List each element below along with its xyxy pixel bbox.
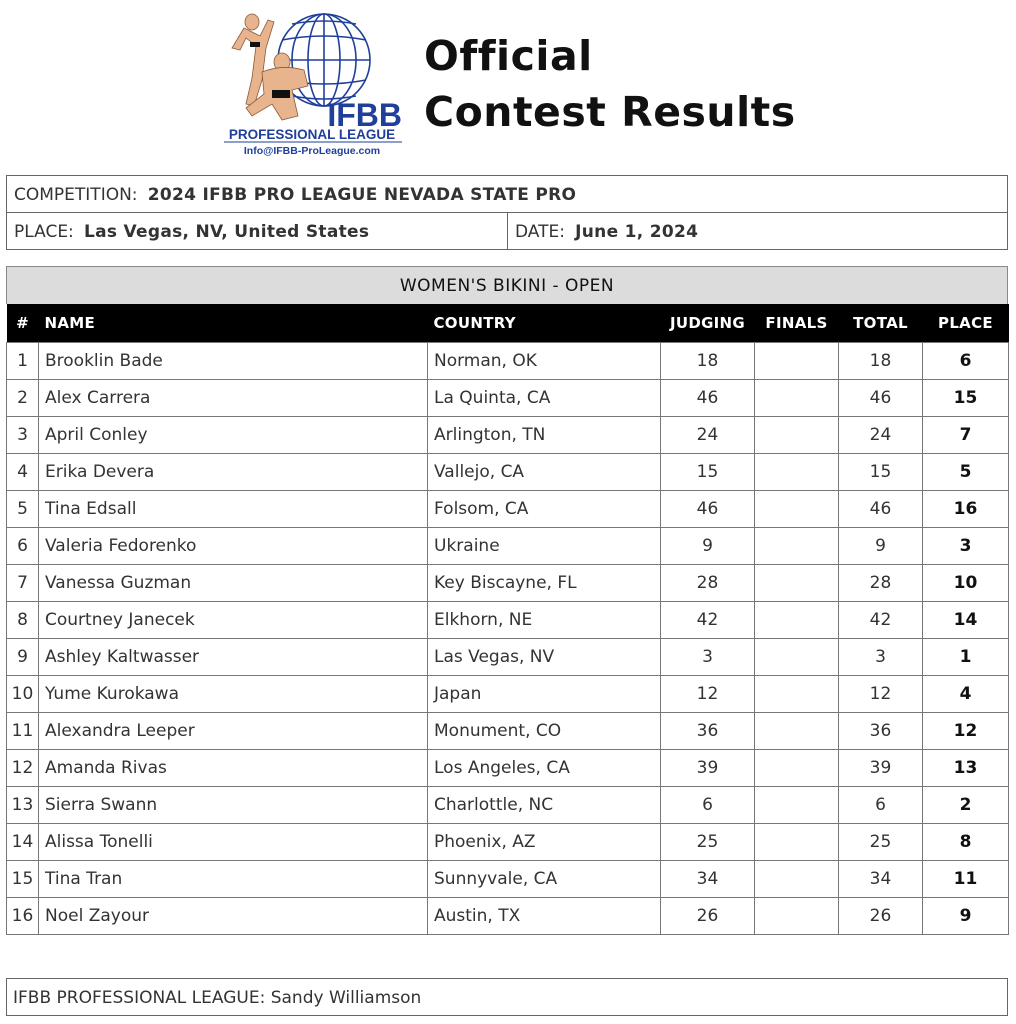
cell-country: Japan [428,676,661,713]
cell-total: 25 [839,824,923,861]
cell-place: 11 [923,861,1009,898]
results-body [7,343,1009,935]
cell-place: 2 [923,787,1009,824]
cell-country: Arlington, TN [428,417,661,454]
cell-finals [755,676,839,713]
col-header-num: # [7,304,39,343]
cell-finals [755,602,839,639]
cell-place: 12 [923,713,1009,750]
cell-place: 14 [923,602,1009,639]
table-row [7,898,1009,935]
cell-judging: 6 [661,787,755,824]
cell-finals [755,343,839,380]
cell-name: Alissa Tonelli [39,824,428,861]
cell-total: 9 [839,528,923,565]
competition-label: COMPETITION: [14,185,138,205]
logo-subtitle-text: PROFESSIONAL LEAGUE [228,127,396,142]
table-row [7,787,1009,824]
cell-total: 46 [839,380,923,417]
cell-total: 12 [839,676,923,713]
cell-name: Courtney Janecek [39,602,428,639]
cell-place: 15 [923,380,1009,417]
table-row [7,417,1009,454]
cell-name: Valeria Fedorenko [39,528,428,565]
cell-total: 42 [839,602,923,639]
cell-country: Ukraine [428,528,661,565]
cell-num: 8 [7,602,39,639]
cell-judging: 24 [661,417,755,454]
place-label: PLACE: [14,222,74,242]
cell-finals [755,417,839,454]
cell-place: 9 [923,898,1009,935]
cell-place: 8 [923,824,1009,861]
col-header-place: PLACE [923,304,1009,343]
cell-place: 1 [923,639,1009,676]
cell-place: 7 [923,417,1009,454]
table-row [7,713,1009,750]
cell-finals [755,528,839,565]
date-value: June 1, 2024 [575,222,699,242]
cell-total: 18 [839,343,923,380]
col-header-name: NAME [39,304,428,343]
cell-num: 4 [7,454,39,491]
cell-country: Vallejo, CA [428,454,661,491]
cell-total: 26 [839,898,923,935]
cell-country: Elkhorn, NE [428,602,661,639]
cell-num: 16 [7,898,39,935]
logo-email-text: Info@IFBB-ProLeague.com [243,145,381,157]
cell-num: 11 [7,713,39,750]
cell-judging: 36 [661,713,755,750]
ifbb-logo-graphic [212,8,412,158]
cell-total: 6 [839,787,923,824]
cell-name: Alex Carrera [39,380,428,417]
cell-num: 7 [7,565,39,602]
cell-country: Austin, TX [428,898,661,935]
cell-country: Monument, CO [428,713,661,750]
cell-name: Tina Tran [39,861,428,898]
results-table [6,304,1009,935]
cell-judging: 18 [661,343,755,380]
cell-total: 15 [839,454,923,491]
cell-country: Las Vegas, NV [428,639,661,676]
table-row [7,491,1009,528]
cell-country: Sunnyvale, CA [428,861,661,898]
cell-judging: 46 [661,380,755,417]
cell-name: Vanessa Guzman [39,565,428,602]
cell-judging: 39 [661,750,755,787]
cell-num: 15 [7,861,39,898]
cell-country: Norman, OK [428,343,661,380]
cell-place: 6 [923,343,1009,380]
cell-finals [755,787,839,824]
cell-place: 4 [923,676,1009,713]
table-row [7,380,1009,417]
title-line-2: Contest Results [424,88,796,136]
cell-num: 6 [7,528,39,565]
cell-name: Alexandra Leeper [39,713,428,750]
cell-finals [755,861,839,898]
cell-name: Ashley Kaltwasser [39,639,428,676]
cell-total: 3 [839,639,923,676]
page-title [424,28,796,140]
cell-num: 5 [7,491,39,528]
cell-country: Charlottle, NC [428,787,661,824]
cell-num: 2 [7,380,39,417]
cell-num: 13 [7,787,39,824]
cell-judging: 42 [661,602,755,639]
cell-finals [755,824,839,861]
cell-num: 12 [7,750,39,787]
contest-info-box [6,175,1008,250]
cell-judging: 26 [661,898,755,935]
competition-value: 2024 IFBB PRO LEAGUE NEVADA STATE PRO [147,185,577,205]
cell-num: 9 [7,639,39,676]
cell-name: Noel Zayour [39,898,428,935]
place-date-row [7,213,1007,250]
cell-place: 5 [923,454,1009,491]
cell-name: Tina Edsall [39,491,428,528]
cell-place: 10 [923,565,1009,602]
cell-judging: 46 [661,491,755,528]
cell-finals [755,491,839,528]
table-row [7,750,1009,787]
cell-name: Erika Devera [39,454,428,491]
cell-total: 34 [839,861,923,898]
cell-judging: 28 [661,565,755,602]
cell-judging: 12 [661,676,755,713]
cell-finals [755,750,839,787]
table-row [7,602,1009,639]
cell-finals [755,713,839,750]
cell-country: Phoenix, AZ [428,824,661,861]
cell-num: 14 [7,824,39,861]
cell-name: April Conley [39,417,428,454]
footer-box [6,978,1008,1016]
place-value: Las Vegas, NV, United States [83,222,370,242]
col-header-country: COUNTRY [428,304,661,343]
cell-place: 3 [923,528,1009,565]
table-row [7,861,1009,898]
cell-finals [755,380,839,417]
competition-row [7,176,1007,213]
cell-finals [755,898,839,935]
cell-country: Key Biscayne, FL [428,565,661,602]
cell-country: Los Angeles, CA [428,750,661,787]
cell-judging: 25 [661,824,755,861]
cell-judging: 3 [661,639,755,676]
logo-brand-text: IFBB [327,97,402,133]
footer-official: IFBB PROFESSIONAL LEAGUE: Sandy Williamson [13,988,422,1008]
table-row [7,528,1009,565]
results-section [6,266,1008,935]
athletes-figure-icon [232,14,308,120]
cell-place: 13 [923,750,1009,787]
cell-name: Brooklin Bade [39,343,428,380]
cell-num: 10 [7,676,39,713]
info-divider [507,213,508,250]
table-row [7,454,1009,491]
col-header-total: TOTAL [839,304,923,343]
date-label: DATE: [515,222,565,242]
cell-finals [755,639,839,676]
cell-name: Sierra Swann [39,787,428,824]
cell-total: 36 [839,713,923,750]
cell-judging: 15 [661,454,755,491]
col-header-judging: JUDGING [661,304,755,343]
cell-total: 28 [839,565,923,602]
cell-country: Folsom, CA [428,491,661,528]
cell-country: La Quinta, CA [428,380,661,417]
cell-total: 24 [839,417,923,454]
table-row [7,639,1009,676]
cell-total: 46 [839,491,923,528]
table-row [7,676,1009,713]
cell-name: Yume Kurokawa [39,676,428,713]
table-row [7,343,1009,380]
cell-finals [755,454,839,491]
cell-num: 3 [7,417,39,454]
title-line-1: Official [424,32,593,80]
cell-num: 1 [7,343,39,380]
cell-name: Amanda Rivas [39,750,428,787]
table-row [7,565,1009,602]
cell-judging: 9 [661,528,755,565]
division-title: WOMEN'S BIKINI - OPEN [6,266,1008,304]
col-header-finals: FINALS [755,304,839,343]
cell-finals [755,565,839,602]
results-header-row [7,304,1009,343]
cell-total: 39 [839,750,923,787]
cell-judging: 34 [661,861,755,898]
cell-place: 16 [923,491,1009,528]
ifbb-logo [212,8,412,158]
table-row [7,824,1009,861]
